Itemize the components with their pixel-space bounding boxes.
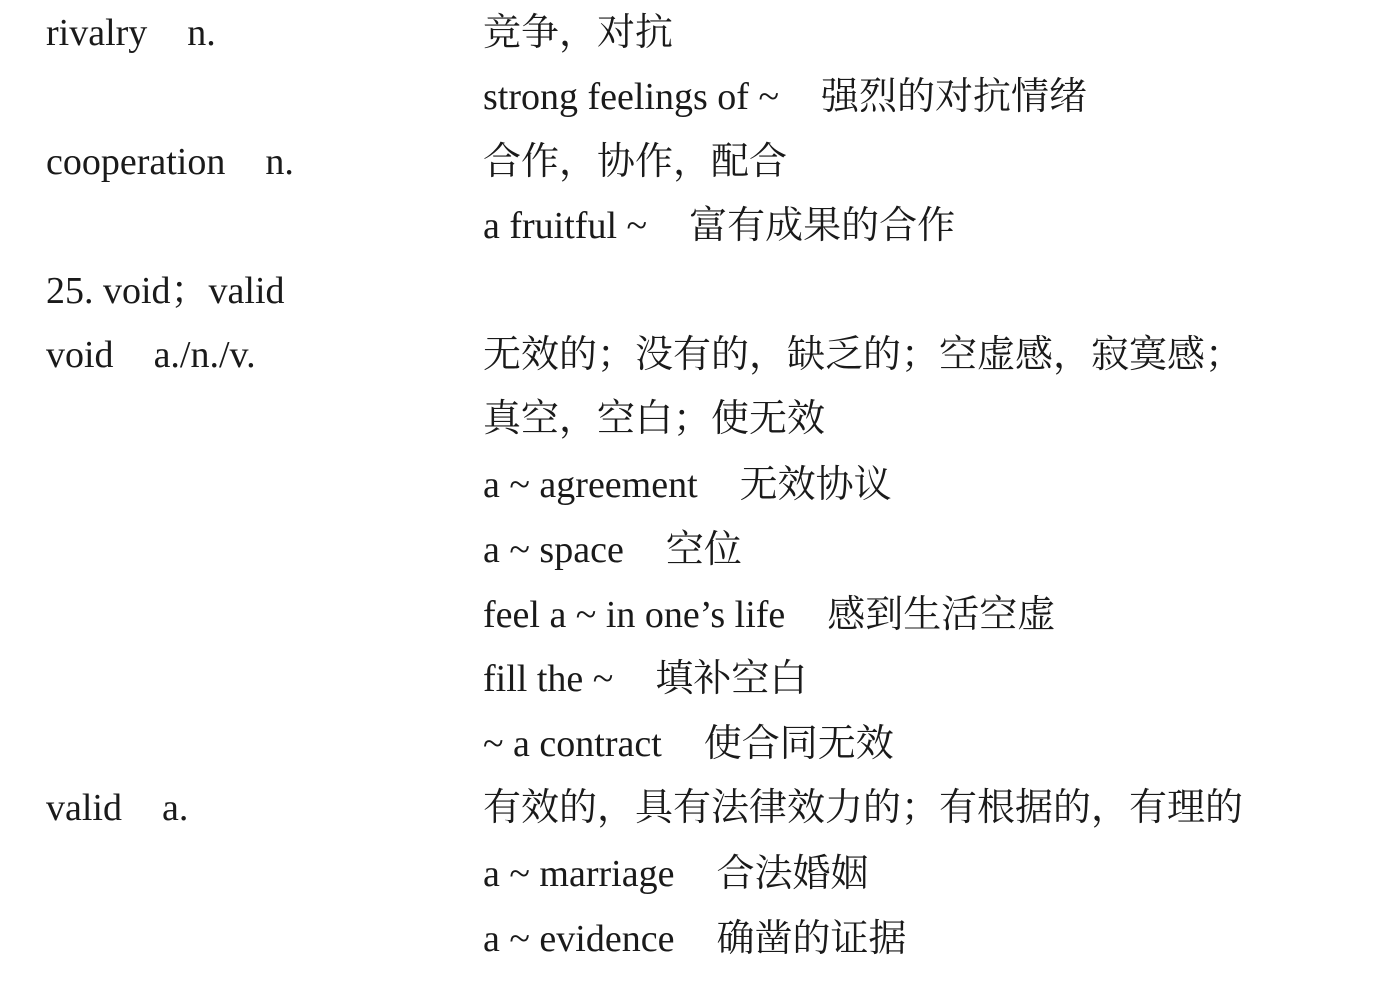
example-row [483,646,807,710]
example-row [483,64,1087,128]
definition-valid [483,775,1243,839]
headword-valid [46,775,188,839]
definition: 无效的；没有的，缺乏的；空虚感，寂寞感； [483,332,1244,376]
example-phrase: ~ a contract [483,723,662,765]
headword-cooperation [46,129,294,193]
example-row [483,906,906,970]
example-translation: 填补空白 [655,656,808,700]
section-heading-text: 25. void；valid [46,270,285,312]
example-row [483,711,894,775]
section-heading [46,258,285,322]
example-phrase: a fruitful ~ [483,205,648,247]
example-row [483,193,955,257]
headword: rivalry [46,12,148,54]
example-phrase: strong feelings of ~ [483,76,780,118]
headword-rivalry [46,0,216,64]
part-of-speech: a. [161,787,189,829]
example-translation: 富有成果的合作 [689,203,956,247]
example-phrase: a ~ evidence [483,918,675,960]
definition: 竞争，对抗 [483,10,674,54]
headword: cooperation [46,141,226,183]
example-phrase: a ~ agreement [483,464,698,506]
definition: 真空，空白；使无效 [483,396,826,440]
example-translation: 无效协议 [739,462,892,506]
example-phrase: a ~ space [483,529,624,571]
definition-cooperation [483,129,787,193]
example-translation: 确凿的证据 [716,916,907,960]
example-row [483,517,742,581]
example-phrase: fill the ~ [483,658,614,700]
example-translation: 感到生活空虚 [827,592,1056,636]
example-translation: 使合同无效 [703,721,894,765]
example-translation: 空位 [665,527,742,571]
example-row [483,582,1055,646]
headword: void [46,334,114,376]
example-translation: 强烈的对抗情绪 [821,74,1088,118]
definition-void-line2 [483,386,825,450]
headword: valid [46,787,122,829]
example-phrase: a ~ marriage [483,853,675,895]
definition-rivalry [483,0,673,64]
example-row [483,841,868,905]
definition: 有效的，具有法律效力的；有根据的，有理的 [483,785,1244,829]
part-of-speech: n. [187,12,216,54]
example-row [483,452,892,516]
example-phrase: feel a ~ in one’s life [483,594,786,636]
definition-void-line1 [483,322,1243,386]
definition: 合作，协作，配合 [483,139,788,183]
part-of-speech: a./n./v. [153,334,256,376]
example-translation: 合法婚姻 [716,851,869,895]
part-of-speech: n. [265,141,294,183]
headword-void [46,322,256,386]
